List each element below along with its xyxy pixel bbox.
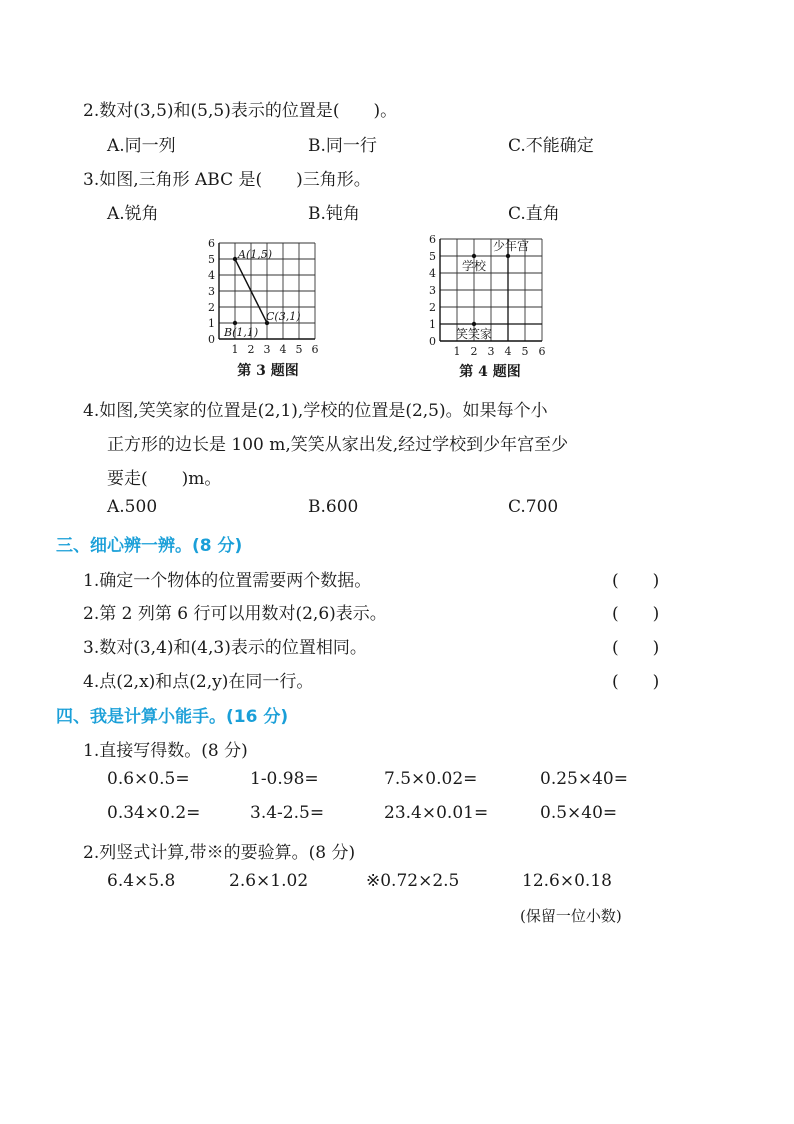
- figure-3: [200, 234, 330, 384]
- fig4-ytick-5: 5: [429, 250, 436, 263]
- fig4-point-home: [472, 322, 476, 326]
- fig4-point-palace: [506, 254, 510, 258]
- fig3-ytick-2: 2: [208, 301, 215, 314]
- fig3-ytick-0: 0: [208, 333, 215, 346]
- fig3-xtick-3: 3: [263, 343, 271, 356]
- calc-r2-c1: 0.34×0.2=: [107, 803, 201, 823]
- calc-r1-c2: 1-0.98=: [250, 769, 319, 789]
- fig4-ytick-1: 1: [429, 318, 436, 331]
- s4-sub-2: 2.列竖式计算,带※的要验算。(8 分): [83, 843, 356, 863]
- section-4-title: 四、我是计算小能手。(16 分): [56, 707, 289, 727]
- s4-sub-1: 1.直接写得数。(8 分): [83, 741, 248, 761]
- q3-stem: 3.如图,三角形 ABC 是( )三角形。: [83, 170, 371, 190]
- q2-option-b: B.同一行: [308, 136, 377, 156]
- fig4-xtick-2: 2: [470, 345, 478, 358]
- fig4-grid: [440, 239, 542, 341]
- s3-blank-1[interactable]: ( ): [612, 571, 660, 591]
- section-3-title: 三、细心辨一辨。(8 分): [56, 536, 243, 556]
- s3-blank-4[interactable]: ( ): [612, 672, 660, 692]
- fig4-label-palace: 少年宫: [493, 239, 530, 253]
- calc-r1-c3: 7.5×0.02=: [384, 769, 478, 789]
- vertical-calc-3: ※0.72×2.5: [366, 871, 460, 891]
- fig3-ytick-4: 4: [208, 269, 215, 282]
- q3-option-a: A.锐角: [107, 204, 159, 224]
- fig3-ytick-6: 6: [208, 237, 215, 250]
- fig3-point-a: [233, 257, 237, 261]
- fig4-label-school: 学校: [462, 259, 487, 273]
- vertical-calc-2: 2.6×1.02: [229, 871, 309, 891]
- fig3-xtick-2: 2: [247, 343, 255, 356]
- fig4-xtick-3: 3: [487, 345, 495, 358]
- calc-r1-c1: 0.6×0.5=: [107, 769, 190, 789]
- q2-stem: 2.数对(3,5)和(5,5)表示的位置是( )。: [83, 101, 398, 121]
- fig3-label-a: A(1,5): [238, 248, 273, 261]
- fig3-caption: 第 3 题图: [237, 363, 299, 379]
- vertical-calc-1: 6.4×5.8: [107, 871, 176, 891]
- fig4-xtick-1: 1: [453, 345, 461, 358]
- s3-item-4: 4.点(2,x)和点(2,y)在同一行。: [83, 672, 314, 692]
- q4-option-a: A.500: [107, 497, 158, 517]
- fig4-xtick-5: 5: [521, 345, 529, 358]
- fig4-ytick-3: 3: [429, 284, 436, 297]
- s3-item-3: 3.数对(3,4)和(4,3)表示的位置相同。: [83, 638, 367, 658]
- fig3-ytick-1: 1: [208, 317, 215, 330]
- vertical-calc-4: 12.6×0.18: [522, 871, 612, 891]
- fig3-xtick-4: 4: [279, 343, 287, 356]
- q2-option-a: A.同一列: [107, 136, 176, 156]
- fig3-label-c: C(3,1): [266, 310, 301, 323]
- fig4-xtick-4: 4: [504, 345, 512, 358]
- calc-r2-c2: 3.4-2.5=: [250, 803, 325, 823]
- q3-option-b: B.钝角: [308, 204, 360, 224]
- fig4-xtick-6: 6: [538, 345, 546, 358]
- s3-blank-2[interactable]: ( ): [612, 604, 660, 624]
- fig4-caption: 第 4 题图: [459, 364, 521, 380]
- fig4-ytick-0: 0: [429, 335, 436, 348]
- q4-line-2: 正方形的边长是 100 m,笑笑从家出发,经过学校到少年宫至少: [107, 435, 569, 455]
- q4-option-c: C.700: [508, 497, 559, 517]
- q4-option-b: B.600: [308, 497, 359, 517]
- fig3-xtick-5: 5: [295, 343, 303, 356]
- rounding-note: (保留一位小数): [520, 907, 622, 925]
- fig4-ytick-2: 2: [429, 301, 436, 314]
- q4-line-3: 要走( )m。: [107, 469, 222, 489]
- q2-option-c: C.不能确定: [508, 136, 594, 156]
- q3-option-c: C.直角: [508, 204, 560, 224]
- fig3-xtick-1: 1: [231, 343, 239, 356]
- s3-item-1: 1.确定一个物体的位置需要两个数据。: [83, 571, 372, 591]
- calc-r1-c4: 0.25×40=: [540, 769, 628, 789]
- s3-item-2: 2.第 2 列第 6 行可以用数对(2,6)表示。: [83, 604, 387, 624]
- s3-blank-3[interactable]: ( ): [612, 638, 660, 658]
- fig4-ytick-4: 4: [429, 267, 436, 280]
- fig4-ytick-6: 6: [429, 233, 436, 246]
- fig4-point-school: [472, 254, 476, 258]
- figure-4: [420, 233, 560, 385]
- q4-line-1: 4.如图,笑笑家的位置是(2,1),学校的位置是(2,5)。如果每个小: [83, 401, 548, 421]
- fig3-point-b: [233, 321, 237, 325]
- fig3-label-b: B(1,1): [224, 326, 259, 339]
- fig4-label-home: 笑笑家: [456, 327, 493, 341]
- calc-r2-c4: 0.5×40=: [540, 803, 618, 823]
- fig3-xtick-6: 6: [311, 343, 319, 356]
- fig3-ytick-3: 3: [208, 285, 215, 298]
- calc-r2-c3: 23.4×0.01=: [384, 803, 489, 823]
- fig3-ytick-5: 5: [208, 253, 215, 266]
